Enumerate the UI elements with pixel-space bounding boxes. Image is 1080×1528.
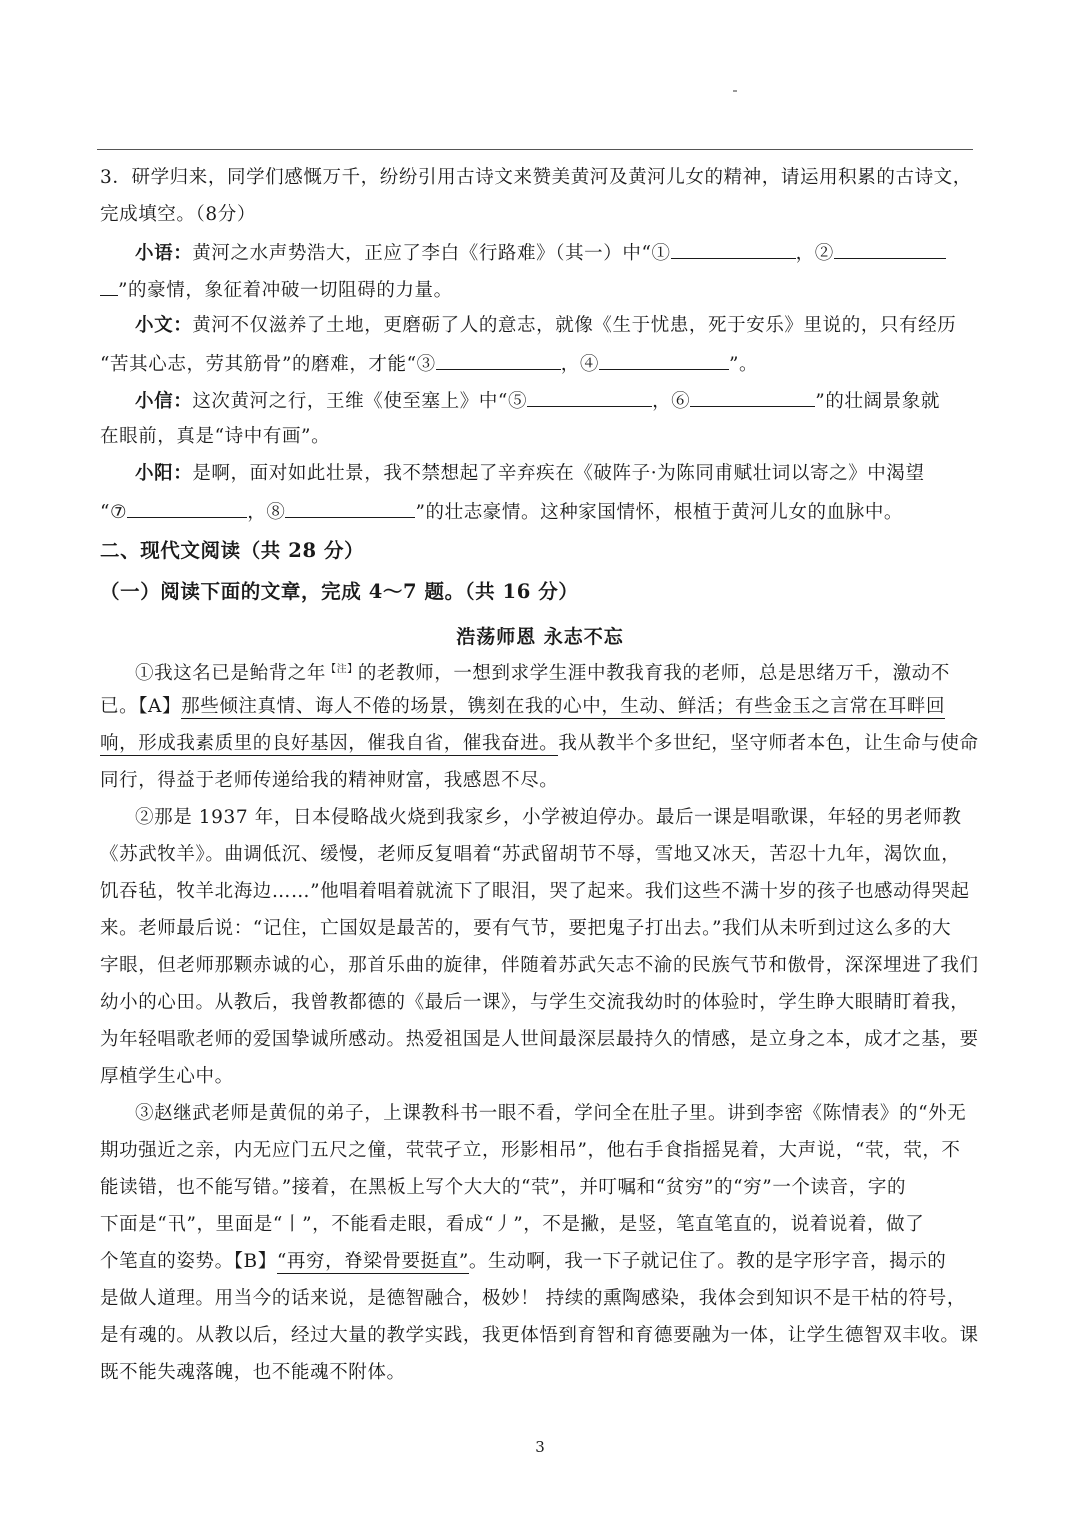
header-rule bbox=[97, 149, 973, 150]
underlined-sentence-a-cont: 响，形成我素质里的良好基因，催我自省，催我奋进。 bbox=[100, 733, 559, 754]
article-title: 浩荡师恩 永志不忘 bbox=[456, 626, 624, 648]
p3-line8: 既不能失魂落魄，也不能魂不附体。 bbox=[100, 1362, 406, 1383]
p2-line6: 幼小的心田。从教后，我曾教都德的《最后一课》，与学生交流我幼时的体验时，学生睁大眼睛盯着我， bbox=[100, 992, 970, 1013]
blank-4[interactable] bbox=[599, 351, 729, 370]
q3-text: ，⑥ bbox=[652, 391, 691, 412]
q3-stem-line1: 3．研学归来，同学们感慨万千，纷纷引用古诗文来赞美黄河及黄河儿女的精神，请运用积累的古诗文， bbox=[100, 167, 972, 188]
blank-2-cont[interactable] bbox=[100, 277, 118, 296]
q3-xiaoyu-line1 bbox=[135, 240, 946, 266]
speaker-xiaoxin: 小信： bbox=[135, 391, 193, 412]
q3-xiaoyu-line2 bbox=[100, 277, 453, 303]
q3-text: 是啊，面对如此壮景，我不禁想起了辛弃疾在《破阵子·为陈同甫赋壮词以寄之》中渴望 bbox=[192, 463, 925, 484]
p2-line7: 为年轻唱歌老师的爱国挚诚所感动。热爱祖国是人世间最深层最持久的情感，是立身之本，成才之基，要 bbox=[100, 1029, 979, 1050]
p1-text: 我从教半个多世纪，坚守师者本色，让生命与使命 bbox=[558, 733, 979, 754]
p3-line6: 是做人道理。用当今的话来说，是德智融合，极妙！ 持续的熏陶感染，我体会到知识不是干枯的符号， bbox=[100, 1288, 966, 1309]
p3-text: 个笔直的姿势。【B】 bbox=[100, 1251, 277, 1272]
q3-xiaoxin-line2: 在眼前，真是“诗中有画”。 bbox=[100, 426, 331, 447]
q3-text: “苦其心志，劳其筋骨”的磨难，才能“③ bbox=[100, 354, 436, 375]
speaker-xiaoyu: 小语： bbox=[135, 243, 193, 264]
p1-line1 bbox=[135, 658, 950, 686]
p1-line3 bbox=[100, 732, 979, 756]
q3-text: ”的壮志豪情。这种家国情怀，根植于黄河儿女的血脉中。 bbox=[415, 502, 904, 523]
blank-8[interactable] bbox=[285, 499, 415, 518]
q3-text: ”的壮阔景象就 bbox=[815, 391, 940, 412]
p1-text: 已。【A】 bbox=[100, 696, 182, 717]
p1-line4: 同行，得益于老师传递给我的精神财富，我感恩不尽。 bbox=[100, 770, 559, 791]
q3-text: “⑦ bbox=[100, 502, 128, 523]
p1-line2 bbox=[100, 695, 945, 719]
q3-text: ”。 bbox=[728, 354, 759, 375]
p2-line1: ②那是 1937 年，日本侵略战火烧到我家乡，小学被迫停办。最后一课是唱歌课，年轻的男老师教 bbox=[135, 807, 962, 828]
q3-text: ，② bbox=[795, 243, 834, 264]
p3-line2: 期功强近之亲，内无应门五尺之僮，茕茕孑立，形影相吊”，他右手食指摇晃着，大声说，“茕，茕，不 bbox=[100, 1140, 961, 1161]
speaker-xiaoyang: 小阳： bbox=[135, 463, 193, 484]
q3-xiaoxin-line1 bbox=[135, 388, 940, 414]
p3-line5 bbox=[100, 1250, 946, 1274]
p2-line3: 饥吞毡，牧羊北海边……”他唱着唱着就流下了眼泪，哭了起来。我们这些不满十岁的孩子也感动得哭起 bbox=[100, 881, 970, 902]
p2-line5: 字眼，但老师那颗赤诚的心，那首乐曲的旋律，伴随着苏武矢志不渝的民族气节和傲骨，深深埋进了我们 bbox=[100, 955, 979, 976]
q3-xiaoyang-line2 bbox=[100, 499, 903, 525]
blank-2[interactable] bbox=[834, 240, 946, 259]
blank-6[interactable] bbox=[690, 388, 815, 407]
underlined-sentence-b: “再穷，脊梁骨要挺直” bbox=[276, 1251, 469, 1272]
page-number: 3 bbox=[535, 1438, 545, 1456]
blank-3[interactable] bbox=[436, 351, 561, 370]
blank-7[interactable] bbox=[127, 499, 247, 518]
p2-line8: 厚植学生心中。 bbox=[100, 1066, 234, 1087]
q3-text: ”的豪情，象征着冲破一切阻碍的力量。 bbox=[118, 280, 453, 301]
blank-1[interactable] bbox=[671, 240, 796, 259]
underlined-sentence-a: 那些倾注真情、诲人不倦的场景，镌刻在我的心中，生动、鲜活；有些金玉之言常在耳畔回 bbox=[181, 696, 946, 717]
p1-text: 的老教师，一想到求学生涯中教我育我的老师，总是思绪万千，激动不 bbox=[357, 663, 950, 685]
blank-5[interactable] bbox=[527, 388, 652, 407]
p3-line3: 能读错，也不能写错。”接着，在黑板上写个大大的“茕”，并叮嘱和“贫穷”的“穷”一个读音，字的 bbox=[100, 1177, 907, 1198]
subsection-heading: （一）阅读下面的文章，完成 4～7 题。（共 16 分） bbox=[100, 580, 579, 603]
q3-text: ，④ bbox=[560, 354, 599, 375]
p3-line1: ③赵继武老师是黄侃的弟子，上课教科书一眼不看，学问全在肚子里。讲到李密《陈情表》的“外无 bbox=[135, 1103, 967, 1124]
q3-text: ，⑧ bbox=[247, 502, 286, 523]
q3-xiaoyang-line1 bbox=[135, 462, 925, 486]
footnote-marker: 【注】 bbox=[326, 664, 358, 675]
p3-text: 。生动啊，我一下子就记住了。教的是字形字音，揭示的 bbox=[468, 1251, 947, 1272]
section-heading: 二、现代文阅读（共 28 分） bbox=[100, 539, 365, 562]
q3-xiaowen-line2 bbox=[100, 351, 758, 377]
q3-text: 黄河不仅滋养了土地，更磨砺了人的意志，就像《生于忧患，死于安乐》里说的，只有经历 bbox=[192, 315, 957, 336]
p2-line4: 来。老师最后说：“记住，亡国奴是最苦的，要有气节，要把鬼子打出去。”我们从未听到过这么多的大 bbox=[100, 918, 952, 939]
p2-line2: 《苏武牧羊》。曲调低沉、缓慢，老师反复唱着“苏武留胡节不辱，雪地又冰天，苦忍十九年，渴饮血， bbox=[100, 844, 961, 865]
q3-xiaowen-line1 bbox=[135, 314, 956, 338]
p3-line7: 是有魂的。从教以后，经过大量的教学实践，我更体悟到育智和育德要融为一体，让学生德智双丰收。课 bbox=[100, 1325, 979, 1346]
p3-line4: 下面是“卂”，里面是“丨”，不能看走眼，看成“丿”，不是撇，是竖，笔直笔直的，说着说着，做了 bbox=[100, 1214, 925, 1235]
speaker-xiaowen: 小文： bbox=[135, 315, 193, 336]
q3-text: 黄河之水声势浩大，正应了李白《行路难》（其一）中“① bbox=[192, 243, 671, 264]
q3-text: 这次黄河之行，王维《使至塞上》中“⑤ bbox=[192, 391, 528, 412]
q3-stem-line2: 完成填空。（8分） bbox=[100, 204, 256, 225]
p1-text: ①我这名已是鲐背之年 bbox=[135, 663, 327, 685]
scan-mark bbox=[733, 90, 737, 92]
